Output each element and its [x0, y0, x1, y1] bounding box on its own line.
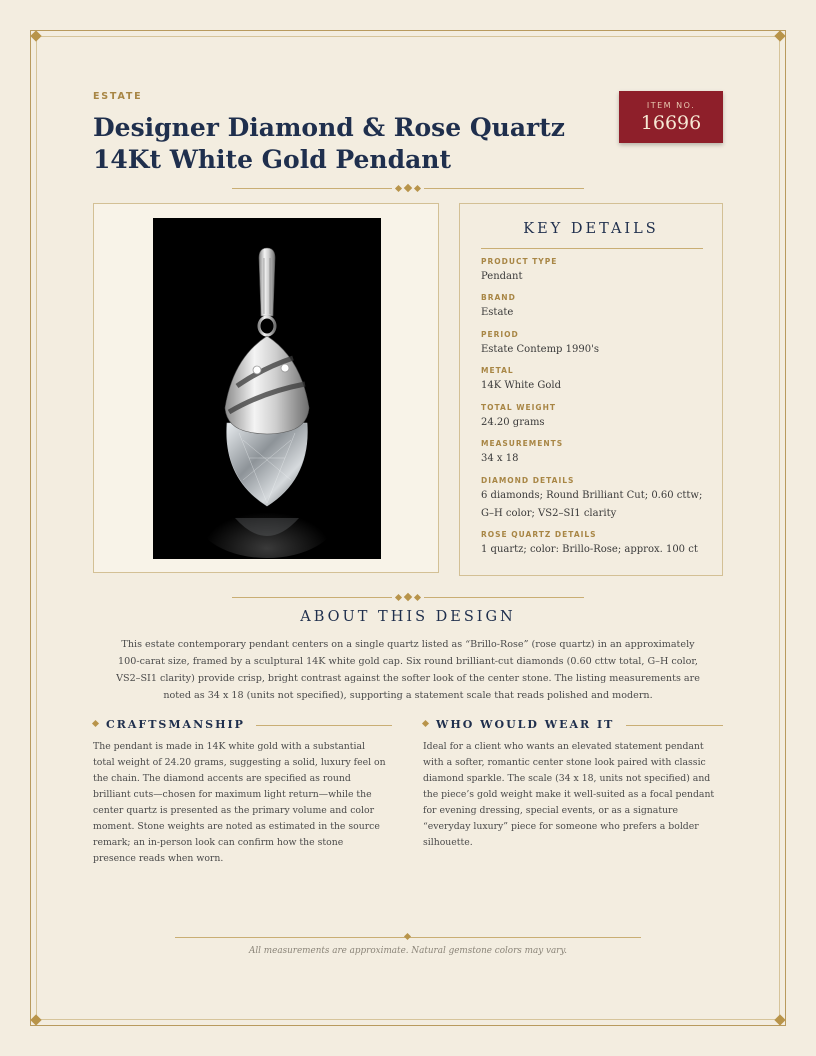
detail-label: TOTAL WEIGHT	[481, 403, 556, 412]
who-would-wear-heading	[423, 718, 614, 732]
about-title: ABOUT THIS DESIGN	[300, 609, 516, 625]
detail-row-metal	[481, 366, 711, 395]
heading-diamond-icon	[422, 720, 429, 727]
key-details-divider	[481, 248, 703, 249]
craftsmanship-rule	[256, 725, 392, 726]
detail-value: 1 quartz; color: Brillo-Rose; approx. 100 ct	[481, 544, 698, 555]
detail-label: MEASUREMENTS	[481, 439, 564, 448]
detail-label: PERIOD	[481, 330, 519, 339]
craftsmanship-title: CRAFTSMANSHIP	[106, 718, 245, 731]
who-would-wear-title: WHO WOULD WEAR IT	[436, 718, 615, 731]
key-details-title: KEY DETAILS	[523, 221, 659, 237]
about-divider	[232, 592, 584, 602]
divider-diamond-icon	[395, 594, 402, 601]
key-details-panel	[459, 203, 723, 576]
divider-diamond-icon	[404, 184, 412, 192]
product-image-panel	[93, 203, 439, 573]
product-photo	[153, 218, 381, 559]
detail-value: Estate Contemp 1990's	[481, 344, 599, 355]
detail-label: PRODUCT TYPE	[481, 257, 558, 266]
detail-label: BRAND	[481, 293, 516, 302]
divider-diamond-icon	[395, 185, 402, 192]
detail-row-period	[481, 330, 711, 359]
detail-value: 24.20 grams	[481, 417, 545, 428]
footer-note: All measurements are approximate. Natural gemstone colors may vary.	[249, 946, 567, 956]
detail-row-brand	[481, 293, 711, 322]
detail-row-measurements	[481, 439, 711, 468]
detail-row-product-type	[481, 257, 711, 286]
detail-label: ROSE QUARTZ DETAILS	[481, 530, 597, 539]
detail-row-diamond-details	[481, 476, 711, 523]
detail-value: 6 diamonds; Round Brilliant Cut; 0.60 cttw; G–H color; VS2–SI1 clarity	[481, 490, 703, 519]
title-divider	[232, 183, 584, 193]
divider-diamond-icon	[414, 185, 421, 192]
detail-value: 34 x 18	[481, 453, 519, 464]
detail-label: METAL	[481, 366, 514, 375]
pendant-illustration	[153, 218, 381, 559]
detail-value: 14K White Gold	[481, 380, 562, 391]
item-number-value: 16696	[640, 112, 702, 134]
who-would-wear-rule	[626, 725, 723, 726]
detail-value: Estate	[481, 307, 514, 318]
category-eyebrow: ESTATE	[93, 91, 143, 102]
about-body: This estate contemporary pendant centers on a single quartz listed as “Brillo-Rose” (rose quartz) in an approximately 100-carat size, framed by a sculptural 14K white gold cap. Six round brilliant-cut diamonds (0.60 cttw total, G–H color, VS2–SI1 clarity) provide crisp, bright contrast against the softer look of the center stone. The listing measurements are noted as 34 x 18 (units not specified), supporting a statement scale that reads polished and modern.	[116, 639, 700, 701]
craftsmanship-heading	[93, 718, 245, 732]
divider-diamond-icon	[414, 594, 421, 601]
divider-diamond-icon	[404, 593, 412, 601]
heading-diamond-icon	[92, 720, 99, 727]
detail-value: Pendant	[481, 271, 523, 282]
item-number-label: ITEM NO.	[646, 101, 696, 110]
item-number-badge	[619, 91, 723, 143]
detail-row-total-weight	[481, 403, 711, 432]
who-would-wear-body: Ideal for a client who wants an elevated statement pendant with a softer, romantic center stone look paired with classic diamond sparkle. The scale (34 x 18, units not specified) and the piece’s gold weight make it well-suited as a focal pendant for evening dressing, special events, or as a signature “everyday luxury” piece for someone who prefers a bolder silhouette.	[423, 741, 715, 848]
detail-row-rose-quartz-details	[481, 530, 711, 559]
detail-label: DIAMOND DETAILS	[481, 476, 575, 485]
page-title: Designer Diamond & Rose Quartz 14Kt White Gold Pendant	[93, 113, 565, 174]
craftsmanship-body: The pendant is made in 14K white gold with a substantial total weight of 24.20 grams, suggesting a solid, luxury feel on the chain. The diamond accents are specified as round brilliant cuts—chosen for maximum light return—while the center quartz is presented as the primary volume and color moment. Stone weights are noted as estimated in the source remark; an in-person look can confirm how the stone presence reads when worn.	[93, 741, 386, 864]
